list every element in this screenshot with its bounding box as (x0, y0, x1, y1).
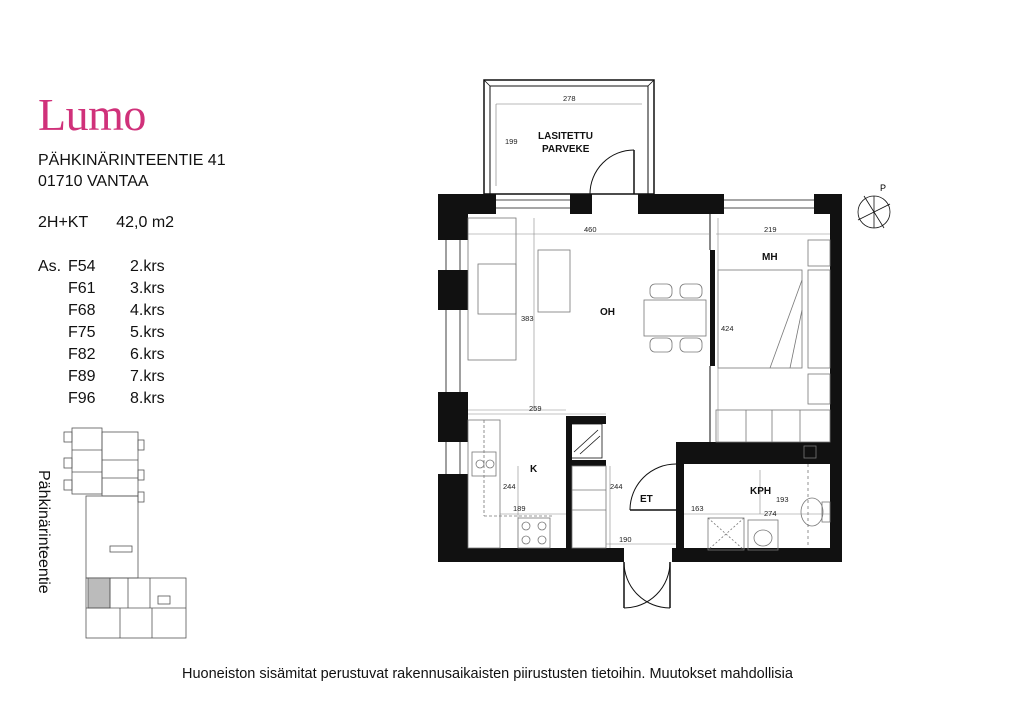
apartment-area: 42,0 m2 (116, 214, 175, 231)
floor-level: 6.krs (130, 346, 165, 363)
room-label-hall: ET (640, 494, 653, 505)
floor-prefix: As. (38, 258, 62, 275)
floor-code: F68 (68, 302, 96, 319)
room-label-bedroom: MH (762, 252, 778, 263)
dim-living-depth: 383 (521, 314, 534, 323)
room-label-balcony-2: PARVEKE (542, 144, 590, 155)
dim-kitchen-depth: 244 (503, 482, 516, 491)
dim-bath-width-a: 163 (691, 504, 704, 513)
room-label-kitchen: K (530, 464, 538, 475)
floor-level: 3.krs (130, 280, 165, 297)
exterior-walls (438, 194, 842, 562)
room-label-balcony-1: LASITETTU (538, 131, 593, 142)
dim-bedroom-depth: 424 (721, 324, 734, 333)
street-label: Pähkinärinteentie (35, 470, 52, 594)
dim-hall-width: 190 (619, 535, 632, 544)
dim-hall-depth: 244 (610, 482, 623, 491)
floor-level: 7.krs (130, 368, 165, 385)
footer-disclaimer: Huoneiston sisämitat perustuvat rakennusaikaisten piirustusten tietoihin. Muutokset mahdollisia (182, 666, 793, 682)
floor-code: F75 (68, 324, 96, 341)
windows (446, 200, 814, 474)
dim-kitchen-inner: 189 (513, 504, 526, 513)
floor-level: 5.krs (130, 324, 165, 341)
floor-code: F89 (68, 368, 96, 385)
floor-code: F82 (68, 346, 96, 363)
apartment-type: 2H+KT (38, 214, 89, 231)
site-key-plan (64, 428, 186, 638)
room-label-living: OH (600, 307, 615, 318)
north-arrow-icon (858, 196, 890, 228)
floor-code: F96 (68, 390, 96, 407)
floor-code: F54 (68, 258, 96, 275)
floor-level: 2.krs (130, 258, 165, 275)
dim-bath-depth: 193 (776, 495, 789, 504)
floor-code: F61 (68, 280, 96, 297)
address-city: 01710 VANTAA (38, 173, 149, 190)
address-street: PÄHKINÄRINTEENTIE 41 (38, 152, 226, 169)
dim-bath-width-b: 274 (764, 509, 777, 518)
floor-level: 8.krs (130, 390, 165, 407)
doors (624, 464, 676, 608)
dim-balcony-width: 278 (563, 94, 576, 103)
north-label: P (880, 183, 887, 193)
dim-kitchen-width: 259 (529, 404, 542, 413)
brand-logo: Lumo (38, 89, 146, 140)
partition-lines (468, 214, 710, 442)
dim-living-width: 460 (584, 225, 597, 234)
dim-balcony-depth: 199 (505, 137, 518, 146)
room-label-bathroom: KPH (750, 486, 772, 497)
floor-level: 4.krs (130, 302, 165, 319)
dim-bedroom-width: 219 (764, 225, 777, 234)
